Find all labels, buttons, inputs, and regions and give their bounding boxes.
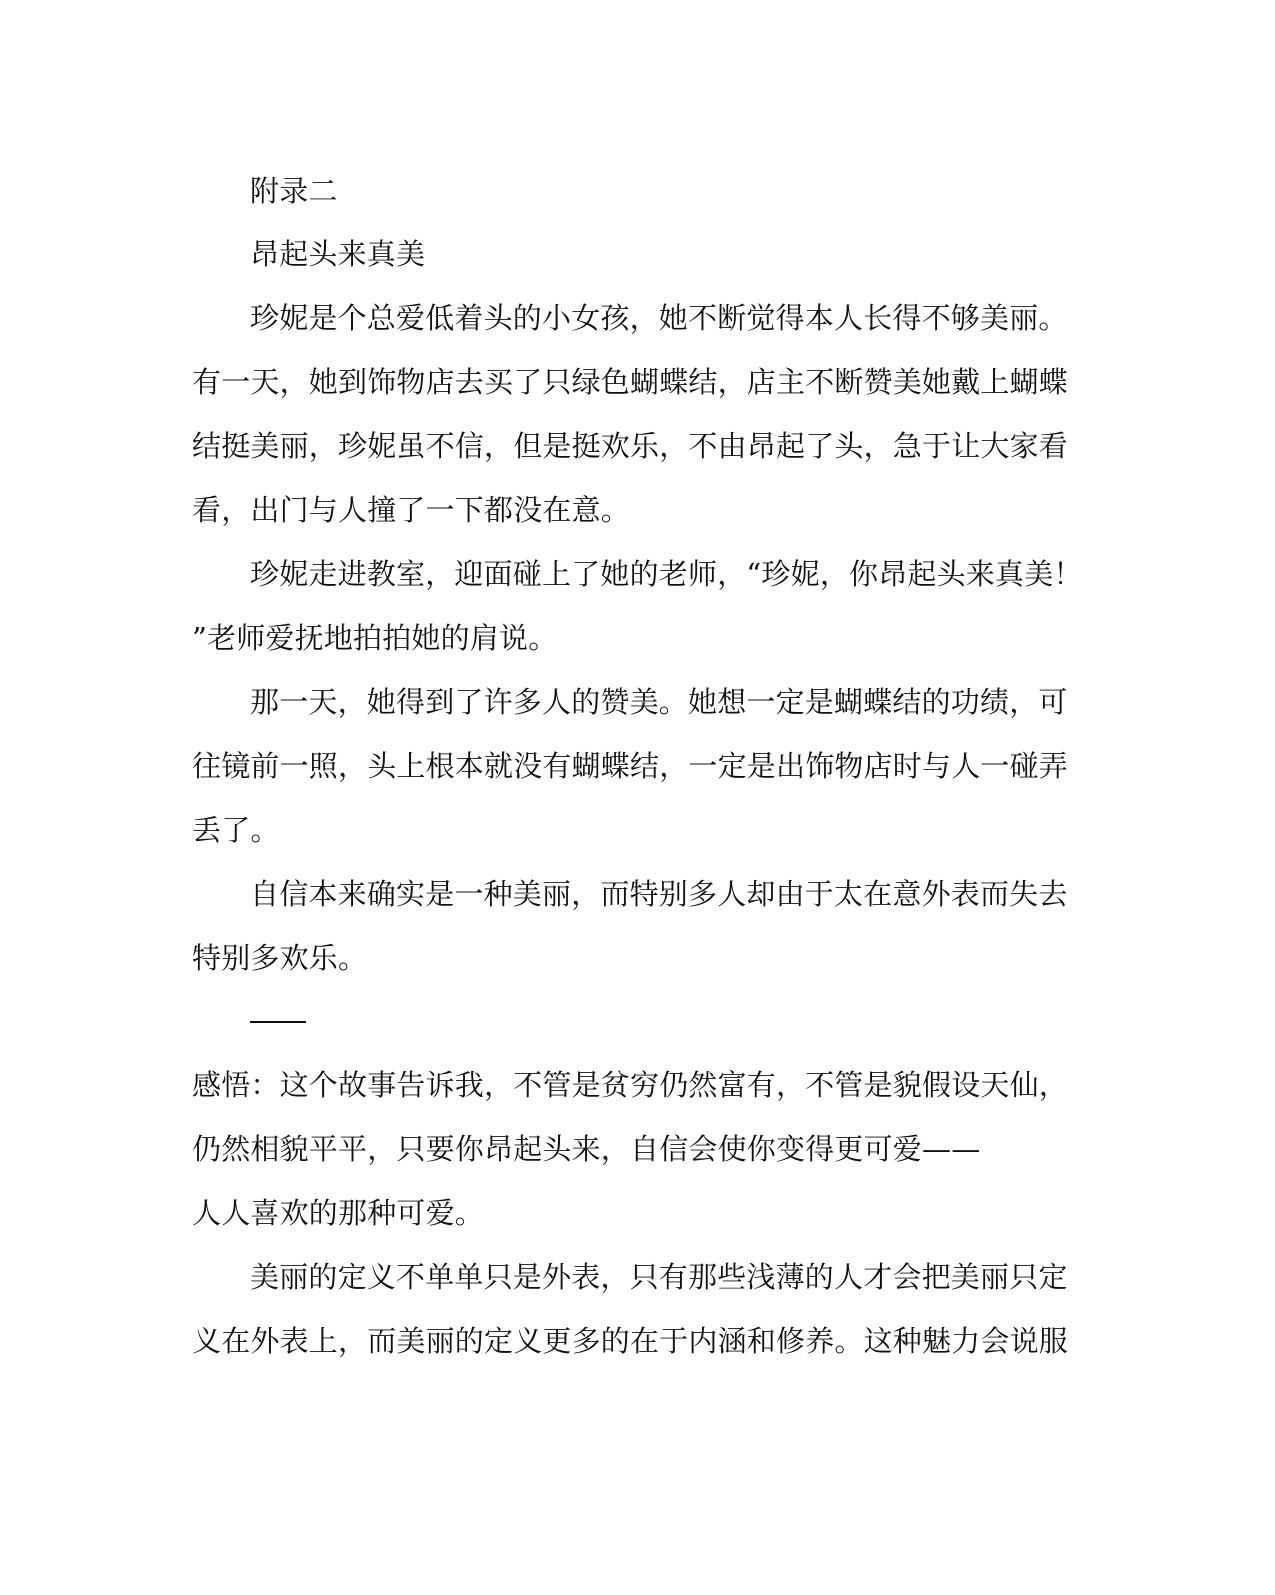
paragraph-line: 珍妮是个总爱低着头的小女孩，她不断觉得本人长得不够美丽。 [250, 301, 1068, 335]
paragraph-line: 感悟：这个故事告诉我，不管是贫穷仍然富有，不管是貌假设天仙， [192, 1068, 1069, 1102]
story-title: 昂起头来真美 [250, 237, 426, 271]
appendix-heading: 附录二 [250, 174, 338, 208]
paragraph-line: 丢了。 [192, 813, 280, 847]
paragraph-line: 看，出门与人撞了一下都没在意。 [192, 493, 631, 527]
paragraph-line: 那一天，她得到了许多人的赞美。她想一定是蝴蝶结的功绩，可 [250, 685, 1068, 719]
paragraph-line: 结挺美丽，珍妮虽不信，但是挺欢乐，不由昂起了头，急于让大家看 [192, 429, 1069, 463]
paragraph-line: 义在外表上，而美丽的定义更多的在于内涵和修养。这种魅力会说服 [192, 1324, 1069, 1358]
paragraph-line: 美丽的定义不单单只是外表，只有那些浅薄的人才会把美丽只定 [250, 1260, 1068, 1294]
paragraph-line: 往镜前一照，头上根本就没有蝴蝶结，一定是出饰物店时与人一碰弄 [192, 749, 1069, 783]
paragraph-line: 有一天，她到饰物店去买了只绿色蝴蝶结，店主不断赞美她戴上蝴蝶 [192, 365, 1069, 399]
paragraph-line: 仍然相貌平平，只要你昂起头来，自信会使你变得更可爱—— [192, 1132, 981, 1166]
paragraph-line: 特别多欢乐。 [192, 941, 368, 975]
paragraph-line: 人人喜欢的那种可爱。 [192, 1196, 485, 1230]
dash-separator [250, 1021, 306, 1023]
paragraph-line: 珍妮走进教室，迎面碰上了她的老师，“珍妮，你昂起头来真美！ [250, 557, 1083, 591]
paragraph-line: 自信本来确实是一种美丽，而特别多人却由于太在意外表而失去 [250, 877, 1068, 911]
paragraph-line: ”老师爱抚地拍拍她的肩说。 [192, 621, 558, 655]
